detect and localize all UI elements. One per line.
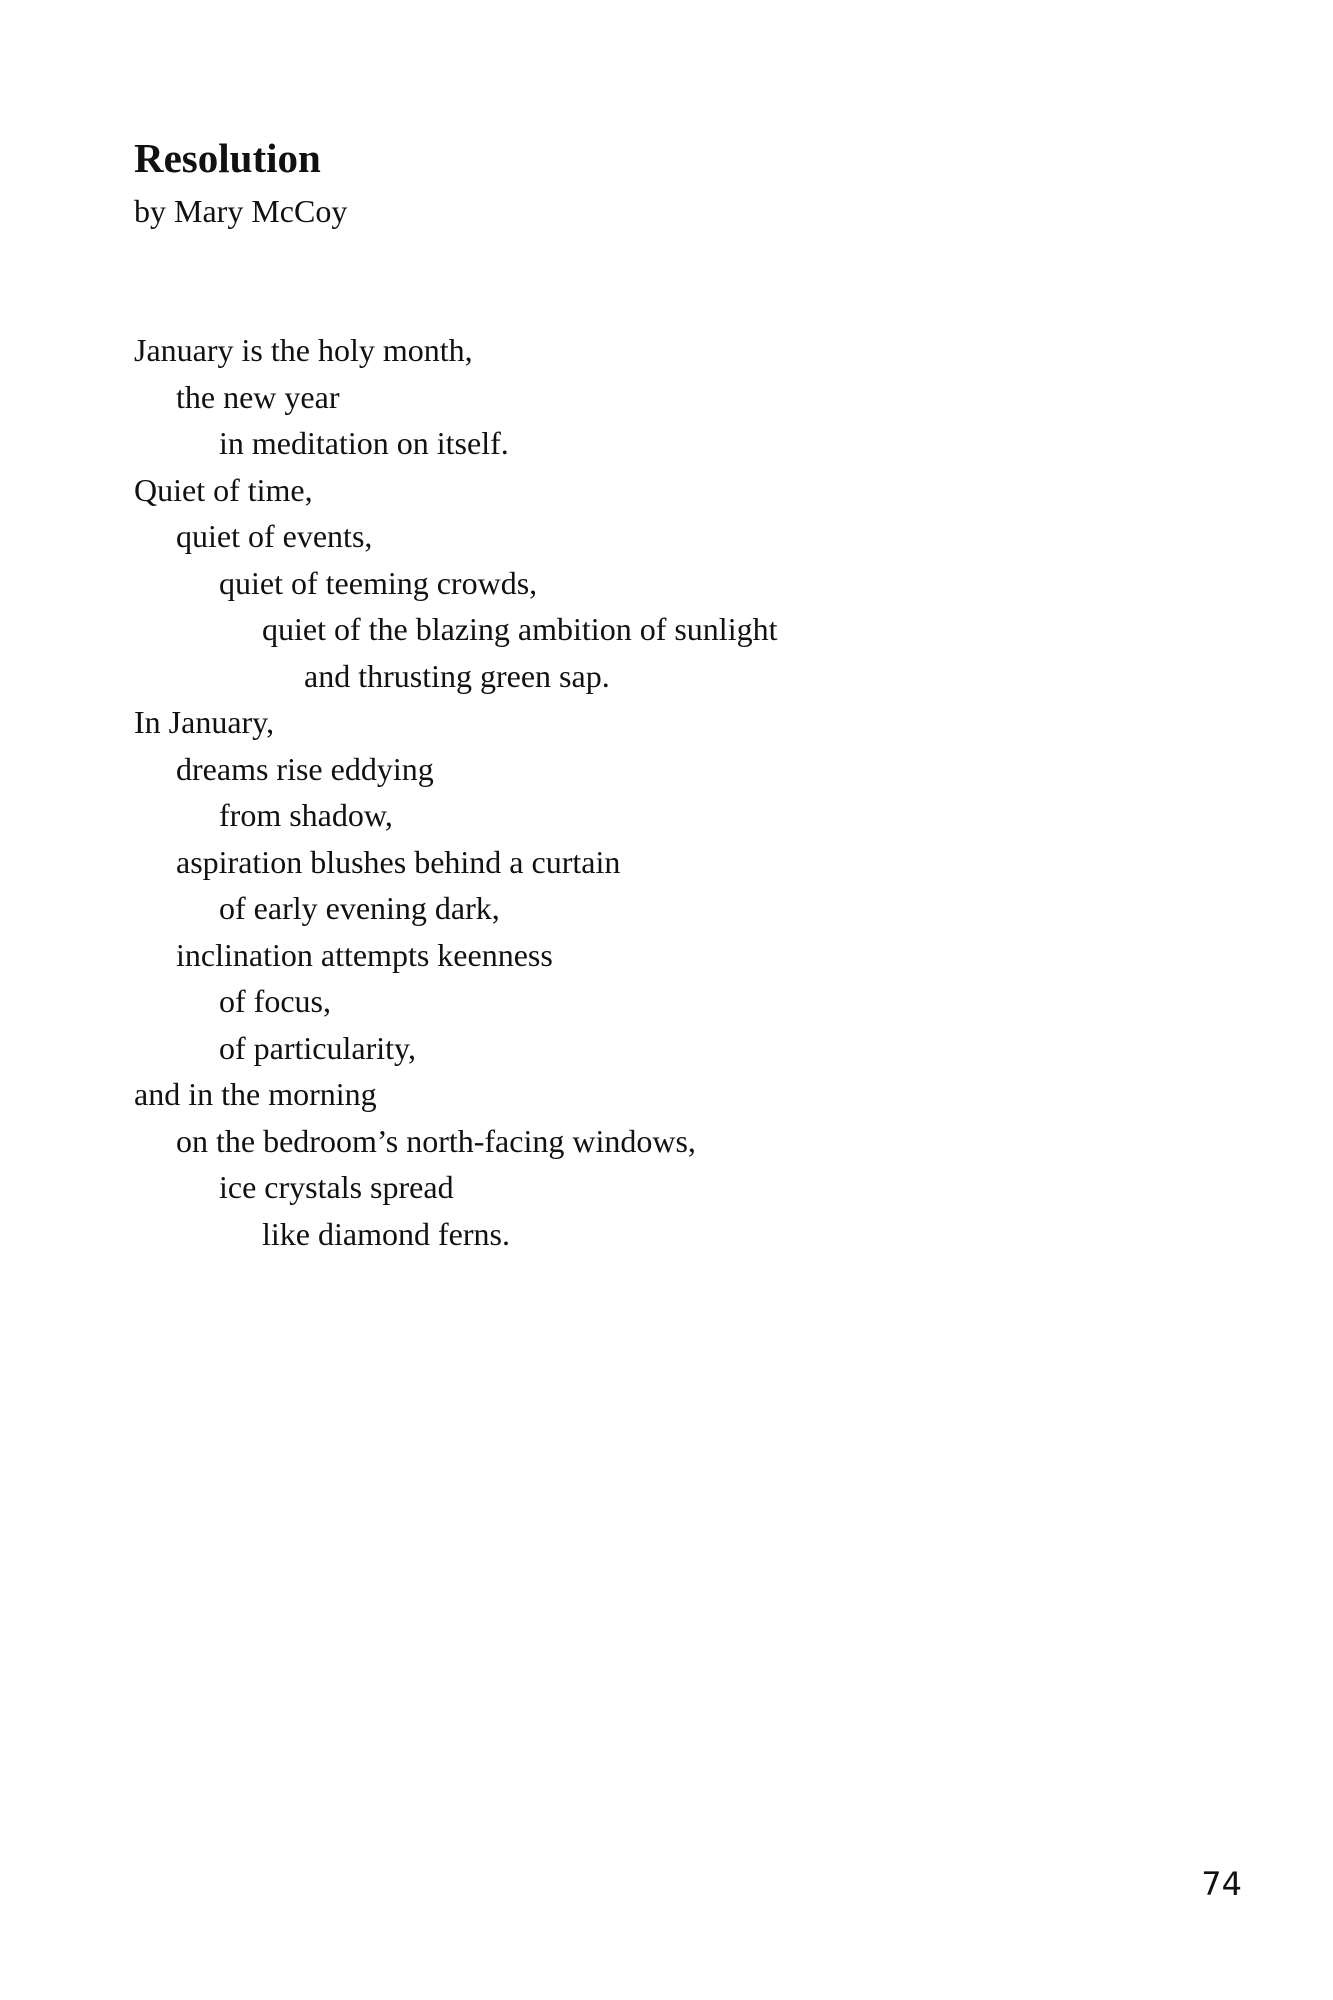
- poem-line: quiet of teeming crowds,: [219, 564, 538, 601]
- poem-line: from shadow,: [219, 797, 393, 833]
- poem-line: and in the morning: [134, 1076, 377, 1112]
- poem-line: of focus,: [219, 983, 331, 1019]
- poem-line: on the bedroom’s north-facing windows,: [176, 1122, 696, 1159]
- poem-line: the new year: [176, 378, 340, 415]
- poem-line: ice crystals spread: [219, 1169, 454, 1205]
- poem-line: and thrusting green sap.: [304, 657, 610, 694]
- poem-line: In January,: [134, 704, 275, 740]
- poem-line: in meditation on itself.: [219, 425, 509, 461]
- poem-line: aspiration blushes behind a curtain: [176, 843, 621, 880]
- poem-line: of early evening dark,: [219, 890, 500, 926]
- poem-line: of particularity,: [219, 1029, 416, 1066]
- page-number: 74: [1201, 1865, 1242, 1903]
- poem-line: quiet of events,: [176, 518, 373, 554]
- poem-line: January is the holy month,: [134, 332, 473, 368]
- poem-line: inclination attempts keenness: [176, 936, 553, 973]
- poem-byline: by Mary McCoy: [134, 193, 348, 229]
- poem-body: [134, 327, 777, 1257]
- poem-line: quiet of the blazing ambition of sunlight: [262, 611, 778, 647]
- poem-line: like diamond ferns.: [262, 1215, 510, 1252]
- poem-line: dreams rise eddying: [176, 750, 434, 787]
- poem-title: Resolution: [134, 135, 321, 181]
- poem-line: Quiet of time,: [134, 471, 313, 508]
